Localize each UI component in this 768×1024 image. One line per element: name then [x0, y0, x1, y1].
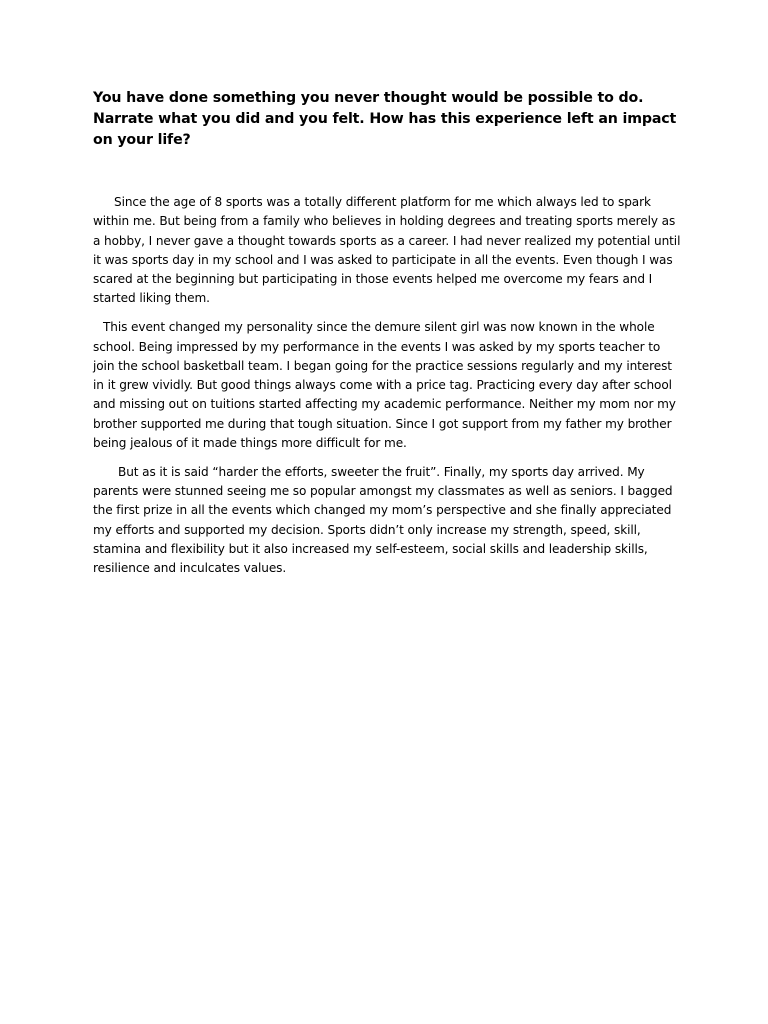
essay-body	[93, 193, 683, 588]
essay-paragraph-1: Since the age of 8 sports was a totally different platform for me which always led to spark within me. But being from a family who believes in holding degrees and treating sports merely as a hobby, I never gave a thought towards sports as a career. I had never realized my potential until it was sports day in my school and I was asked to participate in all the events. Even though I was scared at the beginning but participating in those events helped me overcome my fears and I started liking them.	[93, 195, 681, 306]
essay-paragraph-3: But as it is said “harder the efforts, sweeter the fruit”. Finally, my sports day arrived. My parents were stunned seeing me so popular amongst my classmates as well as seniors. I bagged the first prize in all the events which changed my mom’s perspective and she finally appreciated my efforts and supported my decision. Sports didn’t only increase my strength, speed, skill, stamina and flexibility but it also increased my self-esteem, social skills and leadership skills, resilience and inculcates values.	[93, 464, 673, 576]
essay-question: You have done something you never thought would be possible to do. Narrate what you did and you felt. How has this experience left an impact on your life?	[93, 90, 677, 148]
essay-paragraph-2: This event changed my personality since the demure silent girl was now known in the whole school. Being impressed by my performance in the events I was asked by my sports teacher to join the school basketball team. I began going for the practice sessions regularly and my interest in it grew vividly. But good things always come with a price tag. Practicing every day after school and missing out on tuitions started affecting my academic performance. Neither my mom nor my brother supported me during that tough situation. Since I got support from my father my brother being jealous of it made things more difficult for me.	[93, 320, 676, 451]
